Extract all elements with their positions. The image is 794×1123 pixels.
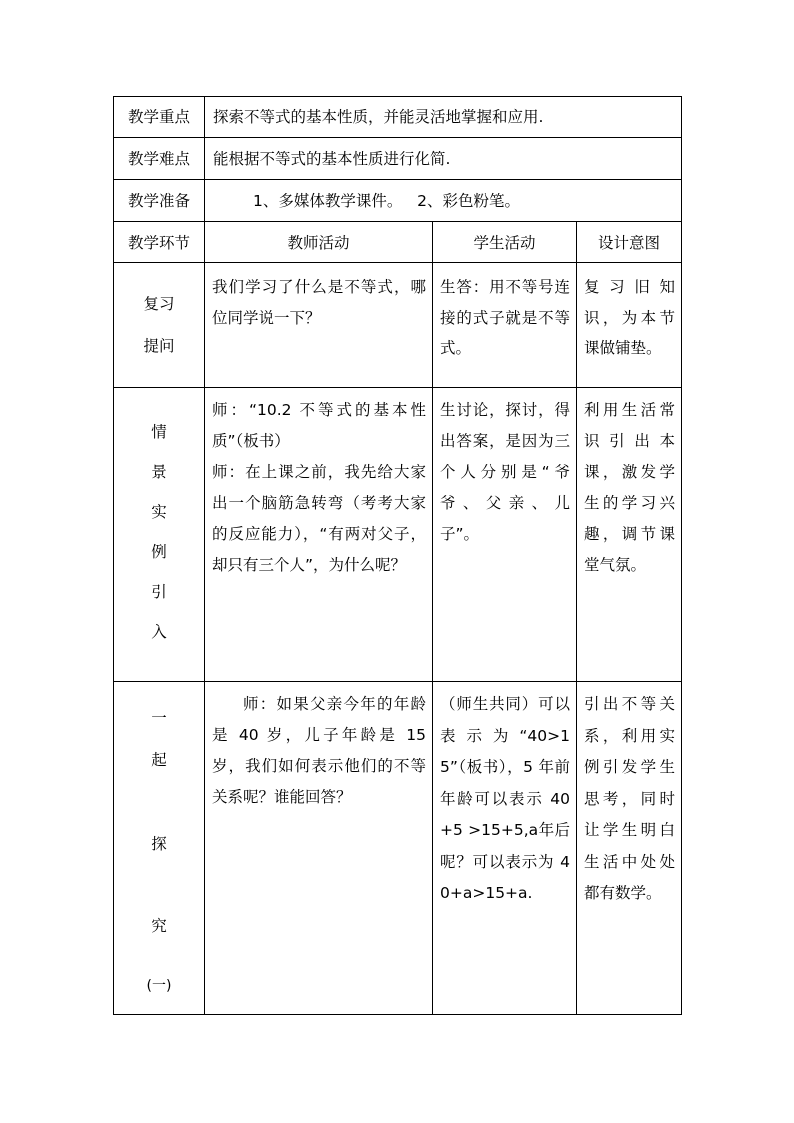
header-student-activity: 学生活动 xyxy=(433,222,577,263)
section-label-line: 探 xyxy=(151,835,167,853)
teacher-activity-cell xyxy=(205,682,433,1015)
table-header-row xyxy=(114,222,682,263)
difficulties-label: 教学难点 xyxy=(114,138,205,180)
section-review-label xyxy=(114,263,205,388)
header-stage: 教学环节 xyxy=(114,222,205,263)
student-activity-cell xyxy=(433,682,577,1015)
row-key-points xyxy=(114,97,682,138)
section-label-line: 复习 xyxy=(143,295,175,313)
design-intent-text: 复习旧知识，为本节课做铺垫。 xyxy=(584,278,675,357)
teacher-activity-text: 我们学习了什么是不等式，哪位同学说一下？ xyxy=(212,278,426,327)
teacher-activity-text: 师：“10.2 不等式的基本性质”（板书） xyxy=(212,401,426,450)
section-review xyxy=(114,263,682,388)
student-activity-cell xyxy=(433,263,577,388)
header-teacher-activity: 教师活动 xyxy=(205,222,433,263)
section-label-line: 实 xyxy=(151,503,167,521)
row-preparation xyxy=(114,180,682,222)
header-design-intent: 设计意图 xyxy=(577,222,682,263)
section-label-line: 例 xyxy=(151,543,167,561)
section-label-line: 景 xyxy=(151,463,167,481)
student-activity-text: 生讨论，探讨，得出答案，是因为三个人分别是“爷爷、父亲、儿子”。 xyxy=(440,401,570,543)
difficulties-content: 能根据不等式的基本性质进行化简. xyxy=(205,138,682,180)
section-scenario-intro xyxy=(114,388,682,682)
design-intent-cell xyxy=(577,388,682,682)
section-label-line: 起 xyxy=(151,751,167,769)
section-label-line: 究 xyxy=(151,917,167,935)
section-label-line: 引 xyxy=(151,583,167,601)
lesson-plan-table xyxy=(113,96,682,1015)
teacher-activity-text: 师：如果父亲今年的年龄是 40 岁，儿子年龄是 15 岁，我们如何表示他们的不等关系呢？谁能回答？ xyxy=(212,695,426,806)
design-intent-text: 引出不等关系，利用实例引发学生思考，同时让学生明白生活中处处都有数学。 xyxy=(584,695,675,902)
preparation-content: 1、多媒体教学课件。 2、彩色粉笔。 xyxy=(205,180,682,222)
design-intent-cell xyxy=(577,263,682,388)
design-intent-cell xyxy=(577,682,682,1015)
section-label-line: 一 xyxy=(151,709,167,727)
design-intent-text: 利用生活常识引出本课，激发学生的学习兴趣，调节课堂气氛。 xyxy=(584,401,675,574)
student-activity-cell xyxy=(433,388,577,682)
section-scenario-label xyxy=(114,388,205,682)
section-label-line: 情 xyxy=(151,423,167,441)
teacher-activity-text: 师：在上课之前，我先给大家出一个脑筋急转弯（考考大家的反应能力），“有两对父子，却只有三个人”，为什么呢？ xyxy=(212,463,426,574)
teacher-activity-cell xyxy=(205,388,433,682)
section-label-line: 提问 xyxy=(143,337,175,355)
teacher-activity-cell xyxy=(205,263,433,388)
section-label-line: 入 xyxy=(151,623,167,641)
key-points-label: 教学重点 xyxy=(114,97,205,138)
preparation-label: 教学准备 xyxy=(114,180,205,222)
section-explore-label xyxy=(114,682,205,1015)
section-explore-1 xyxy=(114,682,682,1015)
row-difficulties xyxy=(114,138,682,180)
key-points-content: 探索不等式的基本性质，并能灵活地掌握和应用. xyxy=(205,97,682,138)
student-activity-text: （师生共同）可以表示为“40>15”（板书），5 年前年龄可以表示 40+5 >15+5,a年后呢？可以表示为 40+a>15+a. xyxy=(440,695,570,902)
section-label-line: (一) xyxy=(146,978,172,994)
student-activity-text: 生答：用不等号连接的式子就是不等式。 xyxy=(440,278,570,357)
